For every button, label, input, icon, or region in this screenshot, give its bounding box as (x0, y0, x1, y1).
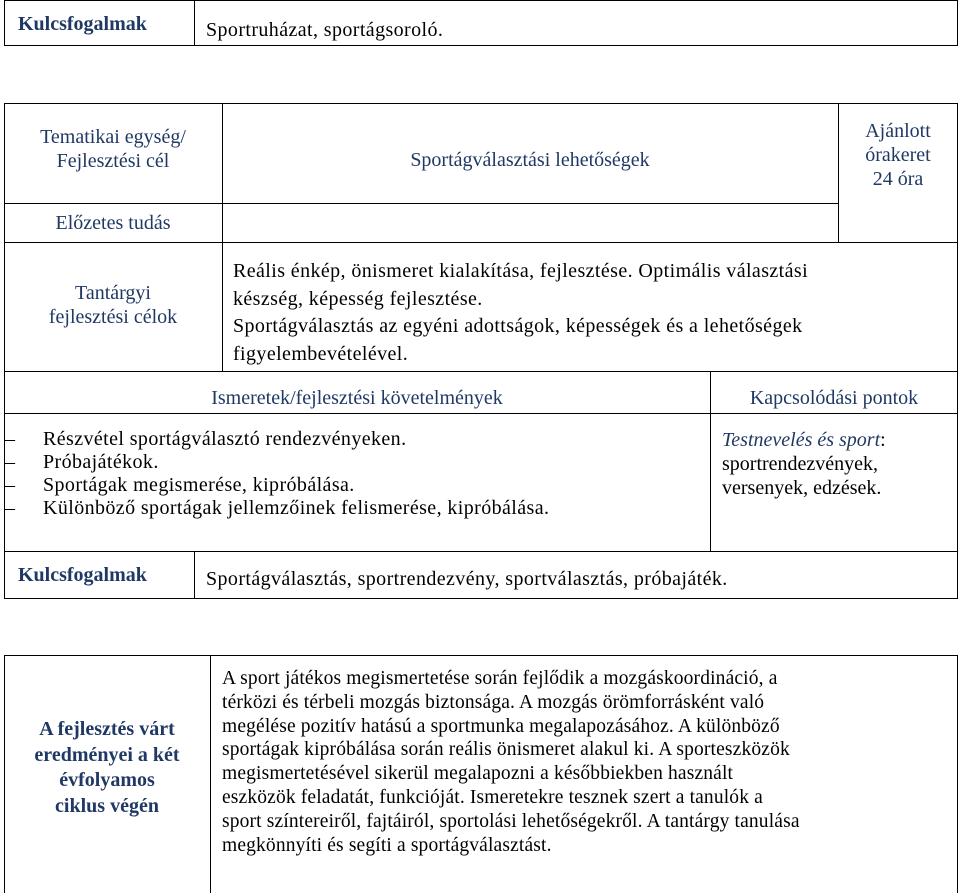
key-concepts-value: Sportágválasztás, sportrendezvény, sportválasztás, próbajáték. (206, 568, 728, 590)
recommended-hours: Ajánlott órakeret 24 óra (865, 120, 931, 190)
list-item: – Különböző sportágak jellemzőinek felismerése, kipróbálása. (5, 497, 550, 519)
list-item: – Sportágak megismerése, kipróbálása. (5, 474, 355, 496)
requirements-list (5, 428, 705, 520)
unit-col-line-key (194, 551, 195, 599)
key-concepts-label: Kulcsfogalmak (18, 564, 147, 586)
results-label: A fejlesztés várt eredményei a két évfolyamos ciklus végén (34, 718, 180, 817)
links-subject: Testnevelés és sport (722, 429, 881, 451)
top-row-divider (194, 0, 195, 46)
unit-title: Sportágválasztási lehetőségek (410, 149, 650, 171)
unit-label: Tematikai egység/ Fejlesztési cél (40, 126, 186, 172)
unit-row-line-3 (4, 371, 958, 372)
unit-col-line-label (222, 103, 223, 371)
development-goals-text: Reális énkép, önismeret kialakítása, fejlesztése. Optimális választási készség, képesség fejlesztése. Sportágválasztás az egyéni adottságok, képességek és a lehetőségek figyelembevételével. (233, 260, 809, 365)
prior-knowledge-label: Előzetes tudás (55, 212, 171, 234)
unit-row-line-1 (4, 203, 838, 204)
unit-row-line-2 (4, 242, 958, 243)
unit-row-line-5 (4, 551, 958, 552)
results-col-line (210, 655, 211, 893)
results-text: A sport játékos megismertetése során fejlődik a mozgáskoordináció, a térközi és térbeli mozgás biztonsága. A mozgás örömforrásként való megélése pozitív hatású a sportmunka megalapozásához. A különböző sportágak kipróbálása során reális önismeret alakul ki. A sporteszközök megismertetésével sikerül megalapozni a későbbiekben használt eszközök feladatát, funkcióját. Ismeretekre tesznek szert a tanulók a sport színtereiről, fajtáiról, sportolási lehetőségekről. A tantárgy tanulása megkönnyíti és segíti a sportágválasztást. (222, 668, 800, 856)
list-item: – Részvétel sportágválasztó rendezvényeken. (5, 428, 407, 450)
links-header: Kapcsolódási pontok (749, 387, 919, 409)
top-key-concepts-value: Sportruházat, sportágsoroló. (206, 19, 444, 41)
development-goals-label: Tantárgyi fejlesztési célok (48, 282, 178, 328)
top-key-concepts-row (4, 0, 958, 46)
links-text: Testnevelés és sport: sportrendezvények, versenyek, edzések. (722, 429, 886, 499)
list-item: – Próbajátékok. (5, 451, 159, 473)
top-key-concepts-label: Kulcsfogalmak (18, 13, 147, 35)
requirements-header: Ismeretek/fejlesztési követelmények (211, 387, 503, 409)
unit-row-line-4 (4, 413, 958, 414)
